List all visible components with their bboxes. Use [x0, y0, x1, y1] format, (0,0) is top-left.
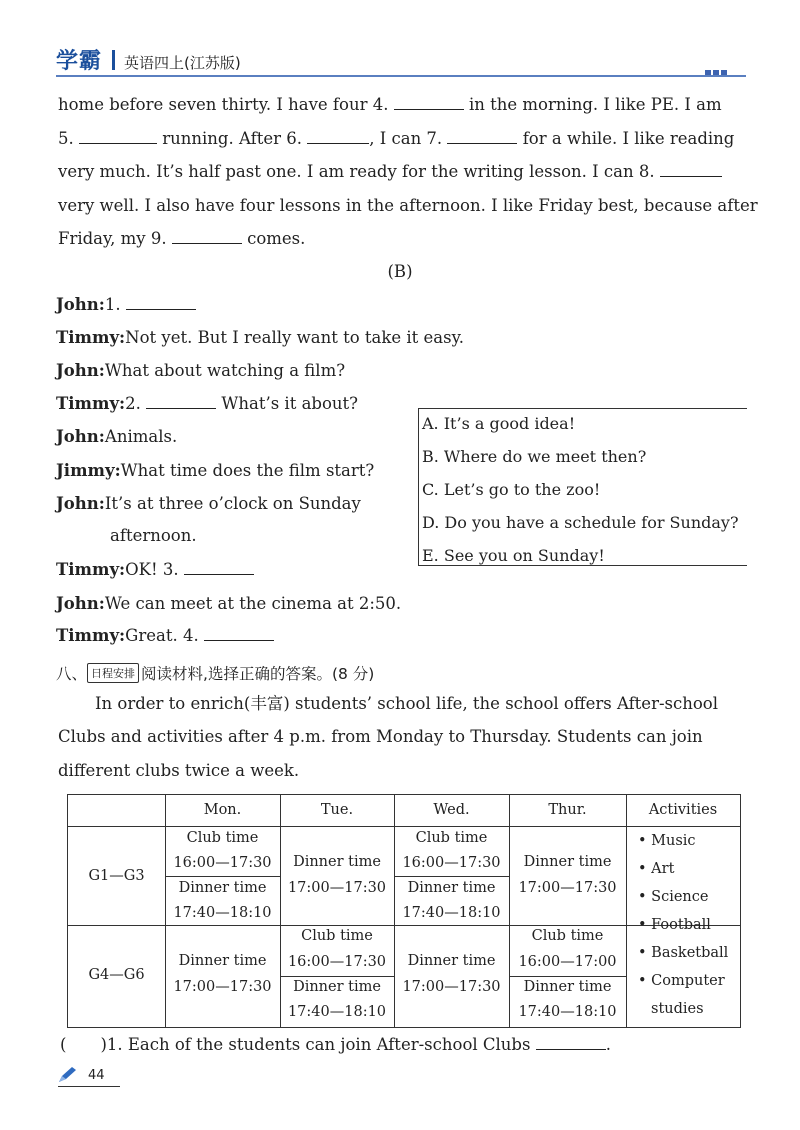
g1-tue-dinner-time: 17:00—17:30 [287, 880, 387, 896]
g1-mon-dinner-time: 17:40—18:10 [173, 905, 272, 921]
dialogue-line-2: Timmy:Not yet. But I really want to take it easy. [56, 328, 464, 347]
dialogue-line-7-cont: afternoon. [110, 526, 197, 545]
dialogue-line-6: Jimmy:What time does the film start? [56, 461, 375, 480]
section-tag: 日程安排 [87, 663, 139, 683]
dialogue-line-5: John:Animals. [56, 427, 178, 446]
question-1: ( )1. Each of the students can join After-school Clubs . [60, 1035, 611, 1054]
logo-divider [112, 50, 115, 70]
g4-tue-dinner: Dinner time [293, 979, 381, 995]
g1-tue-dinner: Dinner time [293, 854, 381, 870]
g4-thu-club: Club time [531, 928, 604, 944]
g1-thu-dinner-time: 17:00—17:30 [518, 880, 617, 896]
blank-9[interactable] [172, 242, 242, 244]
blank-5[interactable] [79, 142, 157, 144]
passage-line-4: very well. I also have four lessons in the afternoon. I like Friday best, because after [58, 196, 758, 215]
activity-computer-studies: studies [651, 1001, 704, 1017]
blank-8[interactable] [660, 175, 722, 177]
blank-b3[interactable] [184, 573, 254, 575]
g1-wed-dinner: Dinner time [407, 880, 496, 896]
blank-b1[interactable] [126, 308, 196, 310]
intro-line-1: In order to enrich(丰富) students’ school life, the school offers After-school [95, 694, 719, 713]
page-number: 44 [88, 1068, 105, 1083]
section-8-heading: 八、 日程安排 阅读材料,选择正确的答案。(8 分) [56, 665, 375, 683]
g4-tue-club: Club time [301, 928, 373, 944]
dialogue-line-4: Timmy:2. What’s it about? [56, 394, 359, 413]
activity-art: • Art [638, 861, 675, 877]
footer-rule [58, 1086, 120, 1087]
header-activities: Activities [648, 802, 718, 818]
header-mon: Mon. [203, 802, 242, 818]
activity-science: • Science [638, 889, 709, 905]
g4-thu-dinner-time: 17:40—18:10 [518, 1004, 617, 1020]
intro-line-2: Clubs and activities after 4 p.m. from Monday to Thursday. Students can join [58, 727, 703, 746]
option-c: C. Let’s go to the zoo! [422, 480, 601, 499]
g4-thu-dinner: Dinner time [523, 979, 612, 995]
brand-logo: 学霸 [56, 49, 103, 74]
row-label-g1: G1—G3 [88, 868, 145, 884]
header-decoration [705, 62, 729, 81]
passage-line-3: very much. It’s half past one. I am ready for the writing lesson. I can 8. [58, 164, 722, 181]
option-e: E. See you on Sunday! [422, 546, 605, 565]
book-title: 英语四上(江苏版) [124, 54, 241, 72]
blank-b2[interactable] [146, 407, 216, 409]
g4-mon-dinner: Dinner time [178, 953, 267, 969]
option-a: A. It’s a good idea! [422, 414, 576, 433]
part-b-title: (B) [387, 262, 413, 281]
passage-line-5: Friday, my 9. comes. [58, 229, 306, 248]
intro-line-3: different clubs twice a week. [58, 761, 300, 780]
blank-6[interactable] [307, 142, 369, 144]
g4-tue-dinner-time: 17:40—18:10 [287, 1004, 387, 1020]
blank-4[interactable] [394, 108, 464, 110]
dialogue-line-3: John:What about watching a film? [56, 361, 346, 380]
g4-mon-dinner-time: 17:00—17:30 [173, 979, 272, 995]
dialogue-line-1: John:1. [56, 297, 196, 314]
dialogue-line-7: John:It’s at three o’clock on Sunday [56, 494, 361, 513]
activity-basketball: • Basketball [638, 945, 729, 961]
row-label-g4: G4—G6 [88, 967, 145, 983]
option-d: D. Do you have a schedule for Sunday? [422, 513, 739, 532]
g1-mon-dinner: Dinner time [178, 880, 267, 896]
g4-tue-club-time: 16:00—17:30 [287, 954, 387, 970]
activity-computer: • Computer [638, 973, 725, 989]
passage-line-1: home before seven thirty. I have four 4. in the morning. I like PE. I am [58, 95, 722, 114]
g4-wed-dinner-time: 17:00—17:30 [402, 979, 501, 995]
header-tue: Tue. [320, 802, 354, 818]
header-wed: Wed. [433, 802, 470, 818]
g1-wed-club-time: 16:00—17:30 [402, 855, 501, 871]
g1-thu-dinner: Dinner time [523, 854, 612, 870]
blank-q1[interactable] [536, 1048, 606, 1050]
option-b: B. Where do we meet then? [422, 447, 647, 466]
dialogue-line-9: John:We can meet at the cinema at 2:50. [56, 594, 402, 613]
g1-mon-club-time: 16:00—17:30 [173, 855, 272, 871]
blank-7[interactable] [447, 142, 517, 144]
g1-wed-club: Club time [415, 830, 488, 846]
schedule-table [67, 794, 741, 1028]
g4-wed-dinner: Dinner time [407, 953, 496, 969]
dialogue-line-10: Timmy:Great. 4. [56, 628, 274, 645]
g1-mon-club: Club time [186, 830, 259, 846]
header-thu: Thur. [548, 802, 587, 818]
blank-b4[interactable] [204, 639, 274, 641]
activity-football: • Football [638, 917, 711, 933]
activity-music: • Music [638, 833, 696, 849]
header-rule [56, 75, 746, 77]
dialogue-line-8: Timmy:OK! 3. [56, 562, 254, 579]
pencil-icon [57, 1066, 79, 1088]
passage-line-2: 5. running. After 6. , I can 7. for a while. I like reading [58, 129, 735, 148]
g1-wed-dinner-time: 17:40—18:10 [402, 905, 501, 921]
g4-thu-club-time: 16:00—17:00 [518, 954, 617, 970]
